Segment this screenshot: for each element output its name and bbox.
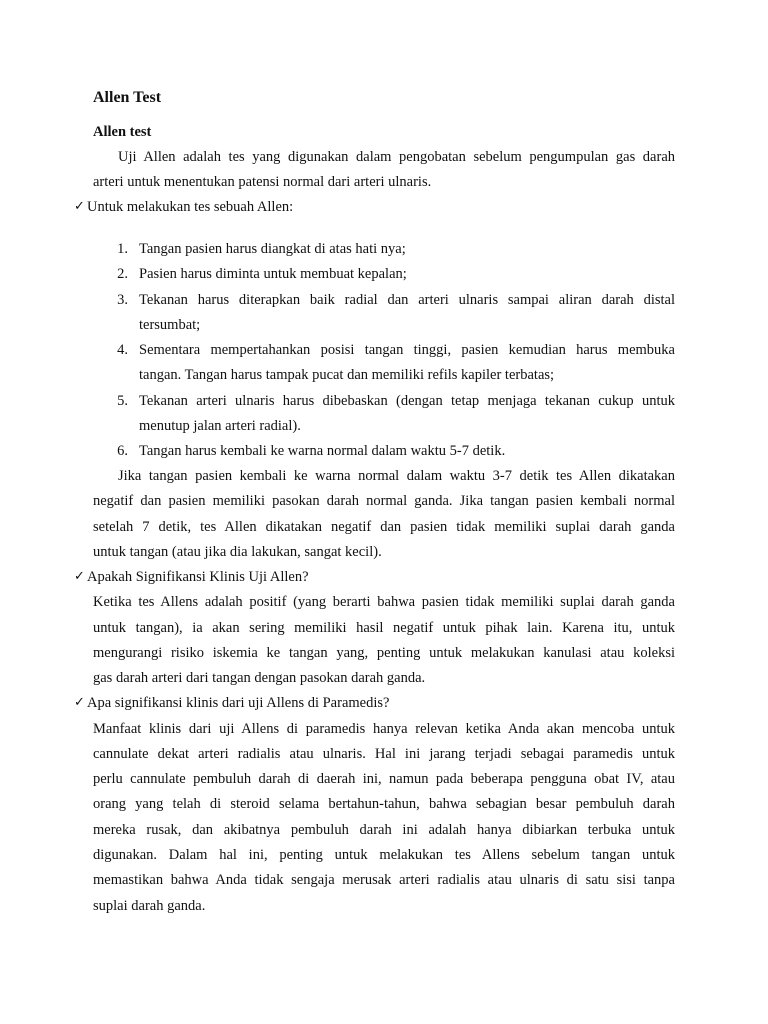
- q2-para-line: mengurangi risiko iskemia ke tangan yang, penting untuk melakukan kanulasi atau koleksi: [93, 645, 675, 661]
- step-number: 2.: [117, 266, 128, 282]
- step-text: Tekanan arteri ulnaris harus dibebaskan (dengan tetap menjaga tekanan cukup untuk: [139, 393, 675, 409]
- q2-para-line: untuk tangan), ia akan sering memiliki hasil negatif untuk pihak lain. Karena itu, untuk: [93, 620, 675, 636]
- q3-para-line: suplai darah ganda.: [93, 898, 206, 914]
- step-number: 4.: [117, 342, 128, 358]
- step-text: Tekanan harus diterapkan baik radial dan arteri ulnaris sampai aliran darah distal: [139, 292, 675, 308]
- section-subtitle: Allen test: [93, 124, 152, 140]
- check-icon: ✓: [74, 569, 85, 584]
- q3-para-line: orang yang telah di steroid selama bertahun-tahun, bahwa sebagian besar pembuluh darah: [93, 796, 675, 812]
- page-title: Allen Test: [93, 89, 162, 106]
- q3-para-line: cannulate dekat arteri radialis atau ulnaris. Hal ini jarang terjadi sebagai paramedis untuk: [93, 746, 675, 762]
- q3-para-line: perlu cannulate pembuluh darah di daerah ini, namun pada beberapa pengguna obat IV, atau: [93, 771, 675, 787]
- q3-heading: Apa signifikansi klinis dari uji Allens di Paramedis?: [87, 695, 390, 711]
- step-number: 3.: [117, 292, 128, 308]
- step-number: 6.: [117, 443, 128, 459]
- intro-line-2: arteri untuk menentukan patensi normal dari arteri ulnaris.: [93, 174, 432, 190]
- step-text: Sementara mempertahankan posisi tangan tinggi, pasien kemudian harus membuka: [139, 342, 675, 358]
- q1-para-line: negatif dan pasien memiliki pasokan darah normal ganda. Jika tangan pasien kembali normal: [93, 493, 675, 509]
- q3-para-line: mereka rusak, dan akibatnya pembuluh darah ini adalah hanya dibiarkan terbuka untuk: [93, 822, 675, 838]
- q1-para-line: setelah 7 detik, tes Allen dikatakan negatif dan pasien tidak memiliki suplai darah ganda: [93, 519, 675, 535]
- step-number: 5.: [117, 393, 128, 409]
- q2-para-line: Ketika tes Allens adalah positif (yang berarti bahwa pasien tidak memiliki suplai darah ganda: [93, 594, 675, 610]
- q3-para-line: memastikan bahwa Anda tidak sengaja merusak arteri radialis atau ulnaris di satu sisi tanpa: [93, 872, 675, 888]
- q1-heading: Untuk melakukan tes sebuah Allen:: [87, 199, 294, 215]
- q2-heading: Apakah Signifikansi Klinis Uji Allen?: [87, 569, 309, 585]
- step-text: menutup jalan arteri radial).: [139, 418, 301, 434]
- intro-line-1: Uji Allen adalah tes yang digunakan dalam pengobatan sebelum pengumpulan gas darah: [118, 149, 675, 165]
- step-text: tangan. Tangan harus tampak pucat dan memiliki refils kapiler terbatas;: [139, 367, 555, 383]
- step-text: Pasien harus diminta untuk membuat kepalan;: [139, 266, 407, 282]
- step-text: tersumbat;: [139, 317, 201, 333]
- q3-para-line: digunakan. Dalam hal ini, penting untuk melakukan tes Allens sebelum tangan untuk: [93, 847, 675, 863]
- step-number: 1.: [117, 241, 128, 257]
- q3-para-line: Manfaat klinis dari uji Allens di paramedis hanya relevan ketika Anda akan mencoba untuk: [93, 721, 675, 737]
- q1-para-line: Jika tangan pasien kembali ke warna normal dalam waktu 3-7 detik tes Allen dikatakan: [118, 468, 675, 484]
- check-icon: ✓: [74, 695, 85, 710]
- check-icon: ✓: [74, 199, 85, 214]
- q2-para-line: gas darah arteri dari tangan dengan pasokan darah ganda.: [93, 670, 426, 686]
- step-text: Tangan pasien harus diangkat di atas hati nya;: [139, 241, 406, 257]
- step-text: Tangan harus kembali ke warna normal dalam waktu 5-7 detik.: [139, 443, 506, 459]
- q1-para-line: untuk tangan (atau jika dia lakukan, sangat kecil).: [93, 544, 382, 560]
